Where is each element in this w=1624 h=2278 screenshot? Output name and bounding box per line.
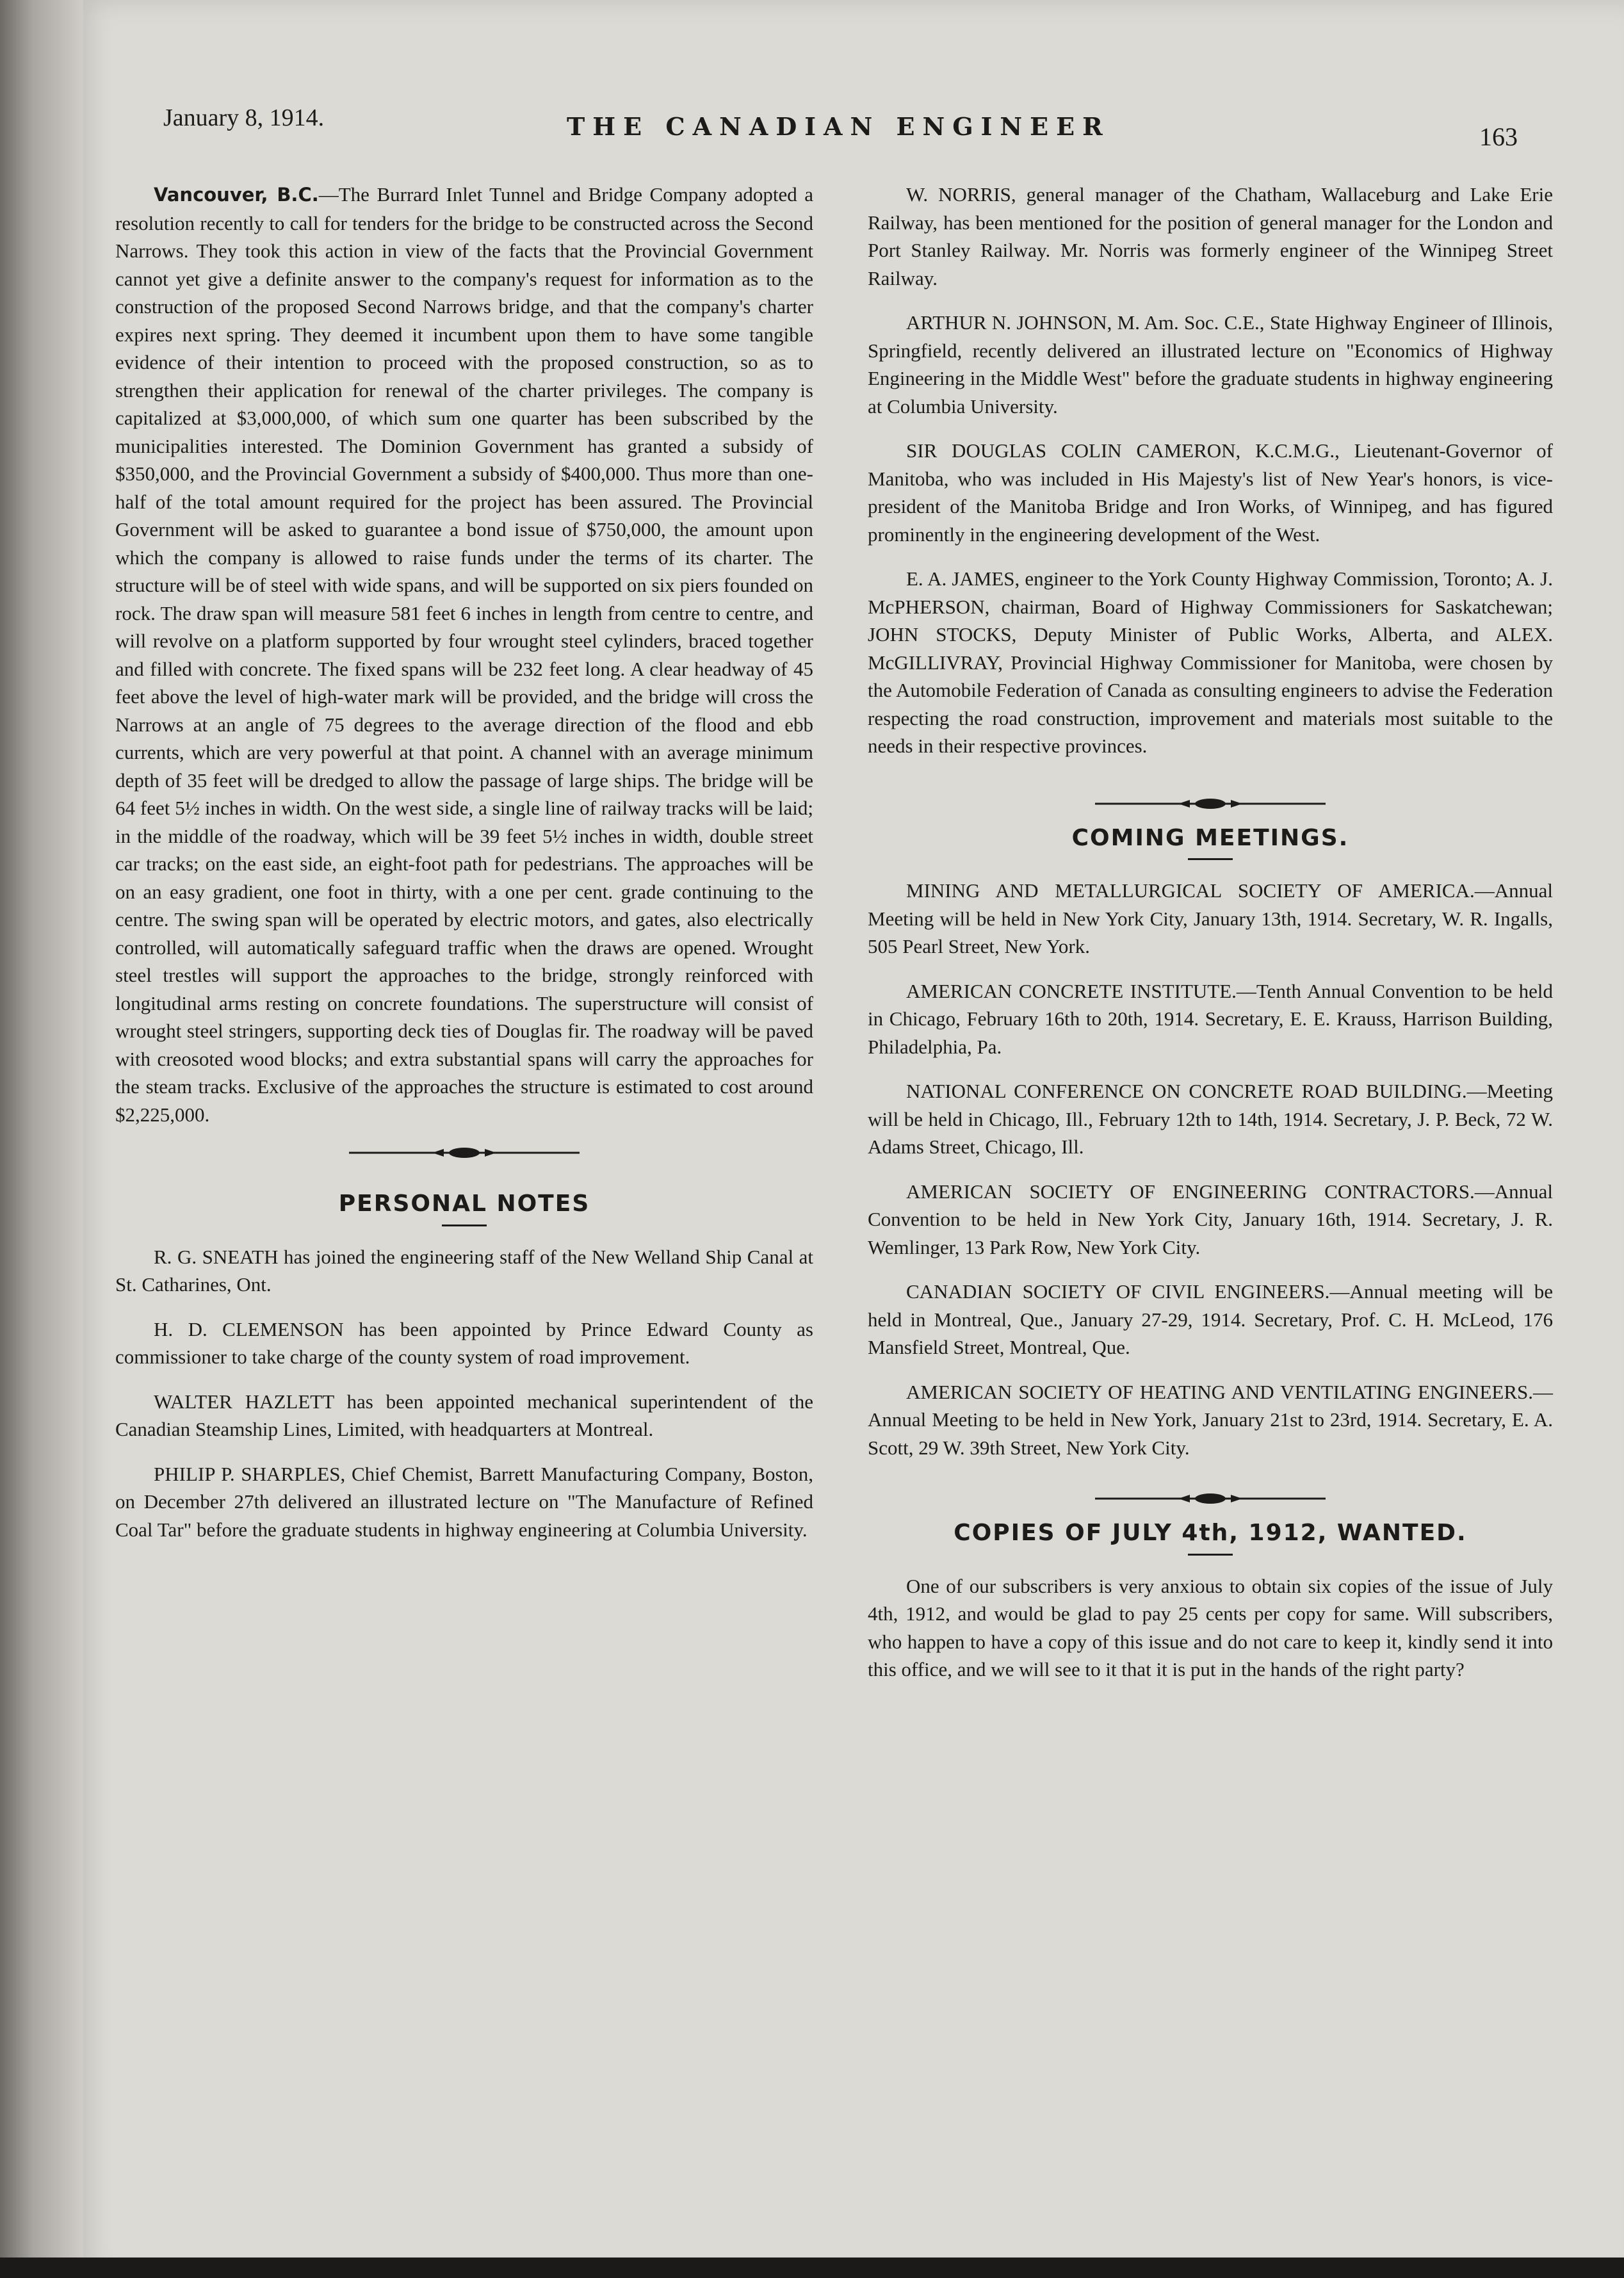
binding-spine [0,0,83,2278]
meeting-engineering-contractors: AMERICAN SOCIETY OF ENGINEERING CONTRACTORS.—Annual Convention to be held in New York City, January 16th, 1914. Secretary, J. R. Wemlinger, 13 Park Row, New York City. [868,1180,1553,1258]
heading-rule [1188,1554,1233,1556]
note-cameron: SIR DOUGLAS COLIN CAMERON, K.C.M.G., Lieutenant-Governor of Manitoba, who was included in His Majesty's list of New Year's honors, is vice-president of the Manitoba Bridge and Iron Works, of Winnipeg, and has figured prominently in the engineering development of the West. [868,439,1553,546]
meeting-concrete-institute: AMERICAN CONCRETE INSTITUTE.—Tenth Annual Convention to be held in Chicago, February 16th to 20th, 1914. Secretary, E. E. Krauss, Harrison Building, Philadelphia, Pa. [868,979,1553,1058]
note-hazlett: WALTER HAZLETT has been appointed mechanical superintendent of the Canadian Steamship Lines, Limited, with headquarters at Montreal. [115,1390,813,1440]
issue-date: January 8, 1914. [163,104,325,131]
vancouver-lead: Vancouver, B.C. [154,184,319,206]
ornament-divider [349,1145,580,1160]
page-bottom-edge [0,2258,1624,2278]
right-column [868,181,1553,1700]
vancouver-text: —The Burrard Inlet Tunnel and Bridge Company adopted a resolution recently to call for tenders for the bridge to be constructed across the Second Narrows. They took this action in view of the facts that the Provincial Government cannot yet give a definite answer to the company's request for information as to the construction of the proposed Second Narrows bridge, and that the company's charter expires next spring. They deemed it incumbent upon them to have some tangible evidence of their intention to proceed with the proposed construction, so as to strengthen their application for renewal of the charter privileges. The company is capitalized at $3,000,000, of which sum one quarter has been subscribed by the municipalities interested. The Dominion Government has granted a subsidy of $350,000, and the Provincial Government a subsidy of $400,000. Thus more than one-half of the total amount required for the project has been assured. The Provincial Government will be asked to guarantee a bond issue of $750,000, the amount upon which the company is allowed to raise funds under the terms of its charter. The structure will be of steel with wide spans, and will be supported on six piers founded on rock. The draw span will measure 581 feet 6 inches in length from centre to centre, and will revolve on a platform supported by four wrought steel cylinders, braced together and filled with concrete. The fixed spans will be 232 feet long. A clear headway of 45 feet above the level of high-water mark will be provided, and the bridge will cross the Narrows at an angle of 75 degrees to the average direction of the flood and ebb currents, which are very powerful at that point. A channel with an average minimum depth of 35 feet will be dredged to allow the passage of large ships. The bridge will be 64 feet 5½ inches in width. On the west side, a single line of railway tracks will be laid; in the middle of the roadway, which will be 39 feet 5½ inches in width, double street car tracks; on the east side, an eight-foot path for pedestrians. The approaches will be on an easy gradient, one foot in thirty, with a one per cent. grade continuing to the centre. The swing span will be operated by electric motors, and gates, also electrically controlled, will automatically safeguard traffic when the draws are opened. Wrought steel trestles will support the approaches to the bridge, strongly reinforced with longitudinal arms resting on concrete foundations. The superstructure will consist of wrought steel stringers, supporting deck ties of Douglas fir. The roadway will be paved with creosoted wood blocks; and extra substantial spans will carry the approaches for the steam tracks. Exclusive of the approaches the structure is estimated to cost around $2,225,000. [115,183,813,1126]
note-sharples: PHILIP P. SHARPLES, Chief Chemist, Barrett Manufacturing Company, Boston, on December 27th delivered an illustrated lecture on "The Manufacture of Refined Coal Tar" before the graduate students in highway engineering at Columbia University. [115,1462,813,1541]
note-sneath: R. G. SNEATH has joined the engineering staff of the New Welland Ship Canal at St. Catharines, Ont. [115,1245,813,1296]
vancouver-article [115,181,813,1128]
ornament-divider [1095,1491,1326,1506]
coming-meetings-heading: COMING MEETINGS. [1071,824,1349,851]
ornament-divider [1095,796,1326,811]
meeting-concrete-road: NATIONAL CONFERENCE ON CONCRETE ROAD BUILDING.—Meeting will be held in Chicago, Ill., February 12th to 14th, 1914. Secretary, J. P. Beck, 72 W. Adams Street, Chicago, Ill. [868,1080,1553,1158]
page-number: 163 [1479,122,1518,151]
note-james: E. A. JAMES, engineer to the York County Highway Commission, Toronto; A. J. McPHERSON, chairman, Board of Highway Commissioners for Saskatchewan; JOHN STOCKS, Deputy Minister of Public Works, Alberta, and ALEX. McGILLIVRAY, Provincial Highway Commissioner for Manitoba, were chosen by the Automobile Federation of Canada as consulting engineers to advise the Federation respecting the road construction, improvement and materials most suitable to the needs in their respective provinces. [868,567,1553,757]
personal-notes-heading: PERSONAL NOTES [338,1191,590,1217]
left-column [115,181,813,1560]
heading-rule [442,1224,487,1226]
note-johnson: ARTHUR N. JOHNSON, M. Am. Soc. C.E., State Highway Engineer of Illinois, Springfield, recently delivered an illustrated lecture on "Economics of Highway Engineering in the Middle West" before the graduate students in highway engineering at Columbia University. [868,311,1553,418]
copies-wanted-heading: COPIES OF JULY 4th, 1912, WANTED. [954,1520,1467,1546]
heading-rule [1188,858,1233,860]
note-norris: W. NORRIS, general manager of the Chatham, Wallaceburg and Lake Erie Railway, has been mentioned for the position of general manager for the London and Port Stanley Railway. Mr. Norris was formerly engineer of the Winnipeg Street Railway. [868,183,1553,289]
note-clemenson: H. D. CLEMENSON has been appointed by Prince Edward County as commissioner to take charge of the county system of road improvement. [115,1317,813,1368]
meeting-mining: MINING AND METALLURGICAL SOCIETY OF AMERICA.—Annual Meeting will be held in New York City, January 13th, 1914. Secretary, W. R. Ingalls, 505 Pearl Street, New York. [868,879,1553,957]
meeting-civil-engineers: CANADIAN SOCIETY OF CIVIL ENGINEERS.—Annual meeting will be held in Montreal, Que., January 27-29, 1914. Secretary, Prof. C. H. McLeod, 176 Mansfield Street, Montreal, Que. [868,1280,1553,1358]
copies-wanted-text: One of our subscribers is very anxious to obtain six copies of the issue of July 4th, 1912, and would be glad to pay 25 cents per copy for same. Will subscribers, who happen to have a copy of this issue and do not care to keep it, kindly send it into this office, and we will see to it that it is put in the hands of the right party? [868,1574,1553,1680]
meeting-heating-ventilating: AMERICAN SOCIETY OF HEATING AND VENTILATING ENGINEERS.—Annual Meeting to be held in New York, January 21st to 23rd, 1914. Secretary, E. A. Scott, 29 W. 39th Street, New York City. [868,1380,1553,1459]
journal-title: THE CANADIAN ENGINEER [567,112,1110,141]
